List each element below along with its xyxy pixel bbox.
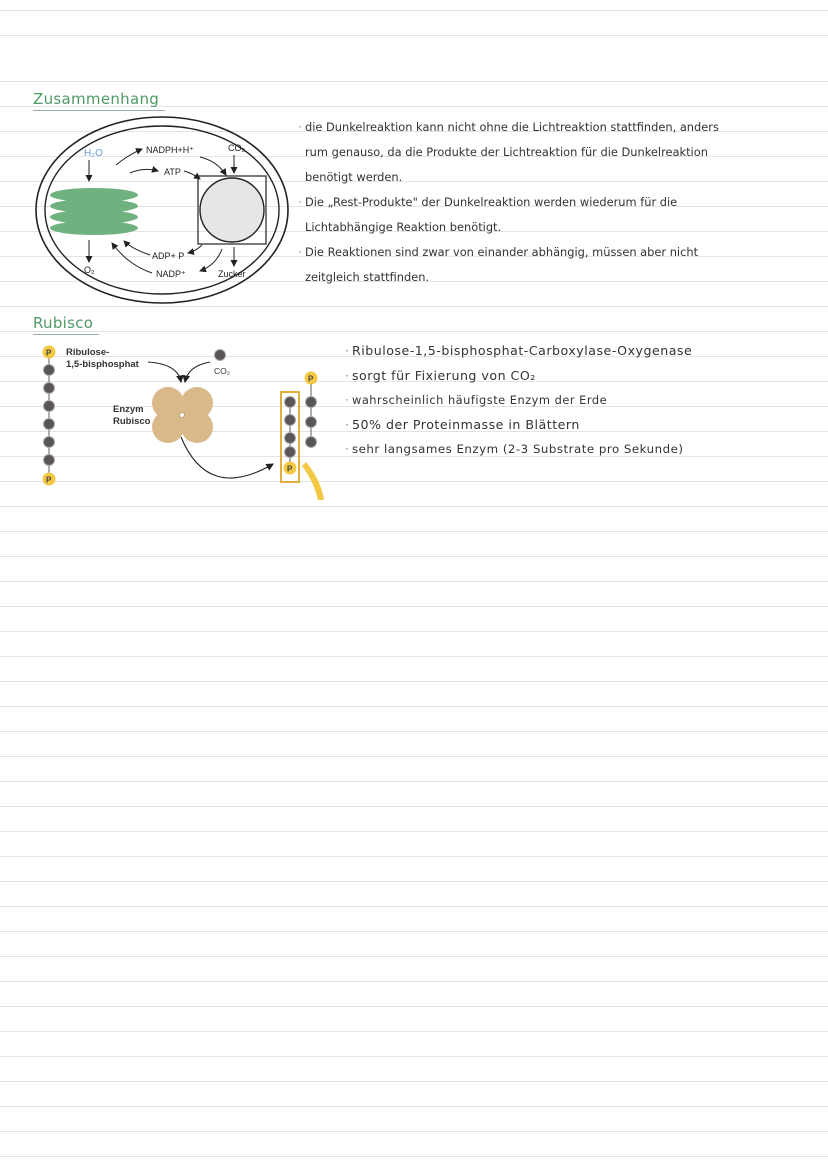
product-molecule-1 [284, 397, 297, 475]
svg-text:P: P [46, 348, 52, 358]
note-line: · sorgt für Fixierung von CO₂ [345, 364, 692, 389]
heading-underline [33, 110, 165, 111]
label-adp: ADP+ P [152, 251, 185, 261]
section-heading-rubisco [33, 314, 93, 332]
ribulose-chain [43, 346, 56, 486]
label-enzym: Enzym [113, 404, 144, 415]
carbon-icon [44, 437, 55, 448]
label-h2o: H₂O [84, 148, 103, 159]
note-line: · sehr langsames Enzym (2-3 Substrate pro Sekunde) [345, 437, 692, 462]
thylakoid-stack [50, 188, 138, 235]
label-nadp: NADP⁺ [156, 269, 186, 279]
svg-text:P: P [46, 475, 52, 485]
note-line: Lichtabhängige Reaktion benötigt. [305, 220, 502, 234]
carbon-icon [285, 433, 296, 444]
carbon-icon [285, 397, 296, 408]
label-co2: CO₂ [214, 366, 231, 376]
note-line: · 50% der Proteinmasse in Blättern [345, 413, 692, 438]
note-line: · wahrscheinlich häufigste Enzym der Erde [345, 388, 692, 413]
label-zucker: Zucker [218, 269, 246, 279]
label-atp: ATP [164, 167, 181, 177]
label-o2: O₂ [84, 265, 95, 275]
note-line: zeitgleich stattfinden. [305, 270, 430, 284]
svg-text:P: P [287, 464, 293, 474]
arrow-box-to-adp [188, 245, 202, 253]
note-line: · die Dunkelreaktion kann nicht ohne die Lichtreaktion stattfinden, anders [298, 115, 719, 140]
label-nadph: NADPH+H⁺ [146, 145, 195, 155]
note-line: benötigt werden. [305, 170, 403, 184]
carbon-icon [306, 417, 317, 428]
carbon-icon [306, 397, 317, 408]
note-line: · Die „Rest-Produkte" der Dunkelreaktion werden wiederum für die [298, 190, 719, 215]
calvin-cycle-circle [200, 178, 264, 242]
arrow-to-nadph [116, 149, 142, 165]
arrow-adp-back [124, 241, 150, 255]
carbon-icon [44, 383, 55, 394]
carbon-icon [285, 415, 296, 426]
carbon-icon [306, 437, 317, 448]
heading-underline [33, 334, 99, 335]
arrow-atp-to-box [184, 171, 200, 179]
arrow-ribulose-in [148, 362, 181, 382]
arrow-nadph-to-box [200, 157, 226, 175]
rubisco-enzyme-icon [152, 387, 213, 443]
note-line: · Ribulose-1,5-bisphosphat-Carboxylase-Oxygenase [345, 339, 692, 364]
label-ribulose-1: Ribulose- [66, 347, 110, 358]
note-line: · Die Reaktionen sind zwar von einander abhängig, müssen aber nicht [298, 240, 719, 265]
product-molecule-2 [305, 372, 318, 448]
zusammenhang-notes [298, 115, 719, 290]
carbon-icon [285, 447, 296, 458]
label-rubisco: Rubisco [113, 416, 151, 427]
carbon-icon [44, 401, 55, 412]
arrow-co2-in [185, 362, 210, 382]
arrow-product-out [181, 437, 273, 478]
heading-text: Rubisco [33, 314, 94, 332]
label-ribulose-2: 1,5-bisphosphat [66, 359, 139, 370]
co2-icon [215, 350, 226, 361]
carbon-icon [44, 365, 55, 376]
section-heading-zusammenhang [33, 90, 159, 108]
carbon-icon [44, 419, 55, 430]
rubisco-notes [345, 339, 692, 462]
cut-swoosh [302, 462, 324, 500]
note-line: rum genauso, da die Produkte der Lichtreaktion für die Dunkelreaktion [305, 145, 708, 159]
carbon-icon [44, 455, 55, 466]
arrow-to-atp [130, 169, 158, 173]
svg-text:P: P [308, 374, 314, 384]
chloroplast-diagram [32, 113, 292, 309]
label-co2: CO₂ [228, 143, 245, 153]
arrow-box-to-nadp [200, 249, 222, 271]
rubisco-diagram [38, 342, 338, 502]
heading-text: Zusammenhang [33, 90, 160, 108]
